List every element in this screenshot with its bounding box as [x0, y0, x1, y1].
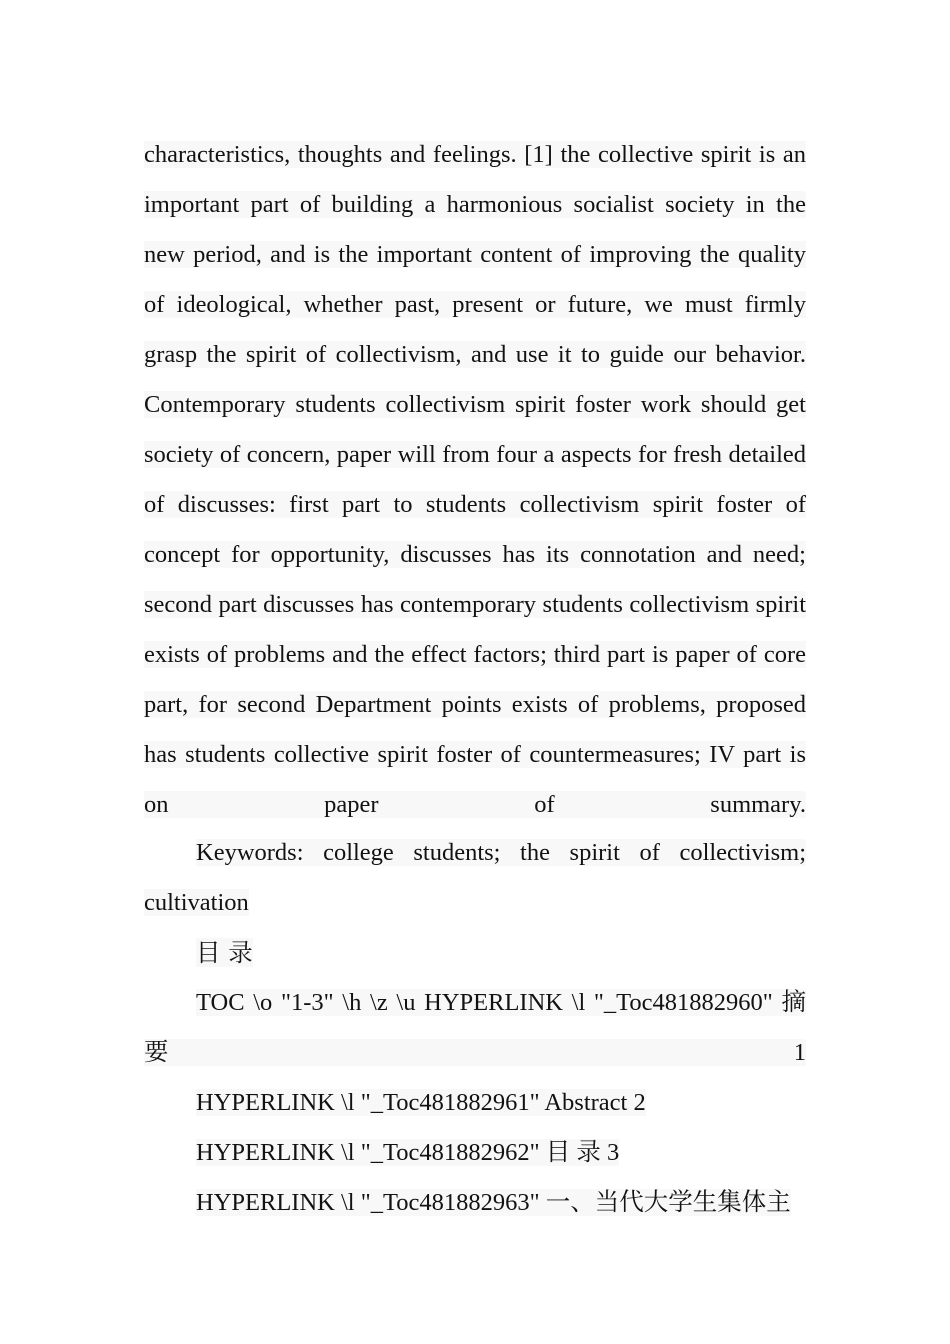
toc-heading-text: 目 录	[196, 938, 253, 967]
toc-entry-3-text: HYPERLINK \l "_Toc481882962" 目 录 3	[196, 1139, 620, 1166]
keywords-paragraph-text: Keywords: college students; the spirit of collectivism; cultivation	[144, 839, 806, 916]
toc-entry-1-text: TOC \o "1-3" \h \z \u HYPERLINK \l "_Toc481882960" 摘 要 1	[144, 989, 806, 1066]
abstract-paragraph	[144, 130, 806, 880]
toc-entry-2[interactable]	[144, 1078, 646, 1128]
abstract-paragraph-text: characteristics, thoughts and feelings. [1] the collective spirit is an important part of building a harmonious socialist society in the new period, and is the important content of improving the quality of ideological, whether past, present or future, we must firmly grasp the spirit of collectivism, and use it to guide our behavior. Contemporary students collectivism spirit foster work should get society of concern, paper will from four a aspects for fresh detailed of discusses: first part to students collectivism spirit foster of concept for opportunity, discusses has its connotation and need; second part discusses has contemporary students collectivism spirit exists of problems and the effect factors; third part is paper of core part, for second Department points exists of problems, proposed has students collective spirit foster of countermeasures; IV part is on paper of summary.	[144, 141, 806, 818]
toc-entry-4-text: HYPERLINK \l "_Toc481882963" 一、当代大学生集体主	[196, 1189, 791, 1216]
toc-entry-4[interactable]	[144, 1178, 791, 1228]
toc-heading	[144, 928, 806, 979]
toc-entry-3[interactable]	[144, 1128, 619, 1178]
toc-entry-2-text: HYPERLINK \l "_Toc481882961" Abstract 2	[196, 1089, 646, 1116]
